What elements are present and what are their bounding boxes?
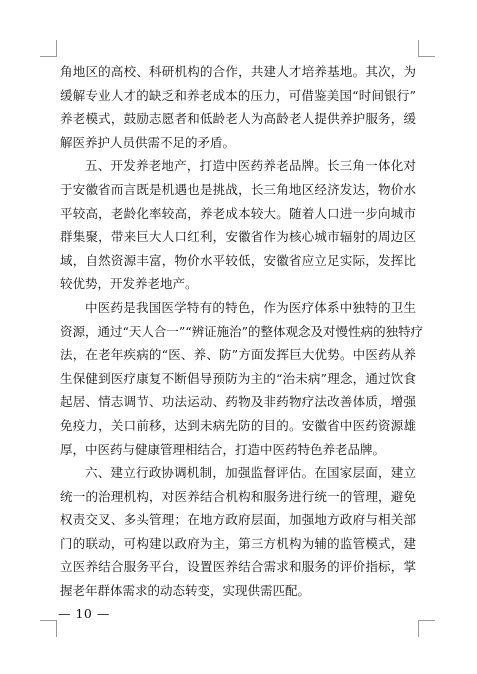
section-heading-line: 六、建立行政协调机制，加强监督评估。在国家层面，建立 [85, 465, 416, 481]
text-line: 群集聚，带来巨大人口红利，安徽省作为核心城市辐射的周边区 [60, 229, 416, 245]
text-line: 起居、情志调节、功法运动、药物及非药物疗法改善体质，增强 [60, 394, 416, 410]
crop-mark-bottom-left [40, 620, 57, 637]
text-line: 生保健到医疗康复不断倡导预防为主的“治未病”理念，通过饮食 [60, 370, 416, 386]
page-number: — 10 — [58, 606, 110, 621]
text-line: 免疫力，关口前移，达到未病先防的目的。安徽省中医药资源雄 [60, 417, 416, 433]
text-line: 厚，中医药与健康管理相结合，打造中医药特色养老品牌。 [60, 441, 386, 457]
text-line: 缓解专业人才的缺乏和养老成本的压力，可借鉴美国“时间银行” [60, 87, 416, 103]
text-line: 角地区的高校、科研机构的合作，共建人才培养基地。其次，为 [60, 64, 416, 79]
text-line: 平较高，老龄化率较高，养老成本较大。随着人口进一步向城市 [60, 205, 416, 221]
text-line: 握老年群体需求的动态转变，实现供需匹配。 [60, 583, 311, 599]
text-line: 立医养结合服务平台，设置医养结合需求和服务的评价指标，掌 [60, 559, 416, 575]
text-line: 解医养护人员供需不足的矛盾。 [60, 134, 236, 150]
text-line: 权责交叉、多头管理；在地方政府层面，加强地方政府与相关部 [60, 512, 416, 528]
paragraph-first-line: 中医药是我国医学特有的特色，作为医疗体系中独特的卫生 [85, 299, 416, 315]
crop-mark-top-left [40, 40, 57, 57]
section-heading-line: 五、开发养老地产，打造中医药养老品牌。长三角一体化对 [85, 158, 416, 174]
text-line: 养老模式，鼓励志愿者和低龄老人为高龄老人提供养护服务，缓 [60, 111, 416, 127]
text-line: 法，在老年疾病的“医、养、防”方面发挥巨大优势。中医药从养 [60, 347, 416, 363]
text-line: 域，自然资源丰富，物价水平较低，安徽省应立足实际，发挥比 [60, 252, 416, 268]
text-line: 于安徽省而言既是机遇也是挑战，长三角地区经济发达，物价水 [60, 181, 416, 197]
text-line: 资源，通过“天人合一”“辨证施治”的整体观念及对慢性病的独特疗 [60, 323, 424, 339]
text-line: 较优势，开发养老地产。 [60, 276, 198, 292]
text-line: 统一的治理机构，对医养结合机构和服务进行统一的管理，避免 [60, 488, 416, 504]
body-text [60, 60, 424, 603]
crop-mark-top-right [418, 40, 435, 57]
crop-mark-bottom-right [418, 620, 435, 637]
text-line: 门的联动，可构建以政府为主，第三方机构为辅的监管模式，建 [60, 535, 416, 551]
